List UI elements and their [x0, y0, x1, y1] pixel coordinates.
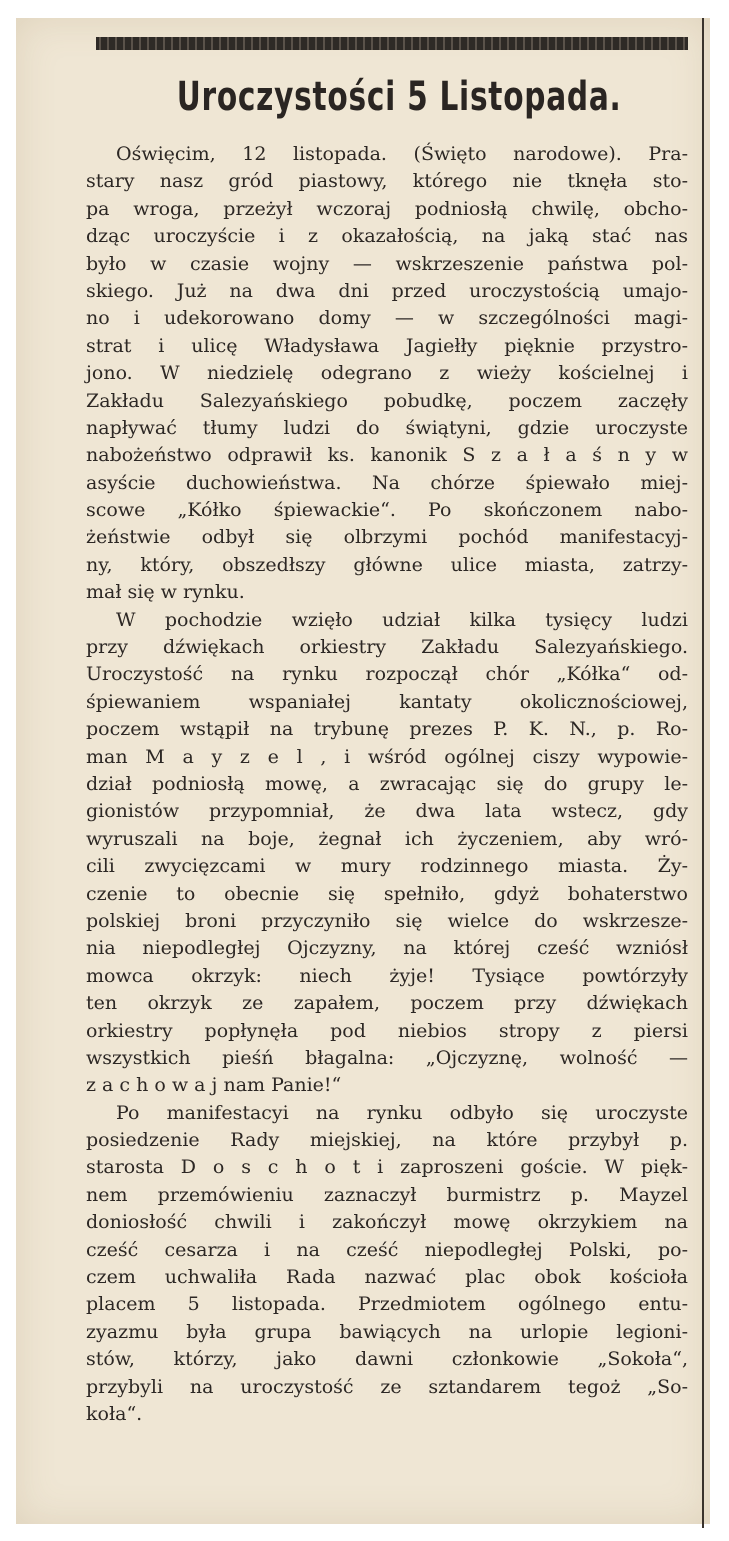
text-line: Zakładu Salezyańskiego pobudkę, poczem zaczęły — [86, 389, 688, 412]
text-line: starosta D o s c h o t i zaproszeni goście. W pięk- — [86, 1156, 688, 1179]
text-line: przy dźwiękach orkiestry Zakładu Salezyańskiego. — [86, 636, 688, 659]
article-paragraph — [86, 141, 688, 607]
article-paragraph — [86, 1100, 688, 1429]
text-line: nem przemówieniu zaznaczył burmistrz p. Mayzel — [86, 1183, 688, 1206]
text-line: pa wroga, przeżył wczoraj podniosłą chwilę, obcho- — [86, 197, 688, 220]
text-line: placem 5 listopada. Przedmiotem ogólnego entu- — [86, 1293, 688, 1316]
text-line: czenie to obecnie się spełniło, gdyż bohaterstwo — [86, 882, 688, 905]
text-line: no i udekorowano domy — w szczególności magi- — [86, 307, 688, 330]
text-line: nia niepodległej Ojczyzny, na której cześć wzniósł — [86, 937, 688, 960]
text-line: W pochodzie wzięło udział kilka tysięcy ludzi — [116, 608, 688, 631]
text-line: Uroczystość na rynku rozpoczął chór „Kółka“ od- — [86, 663, 688, 686]
text-line: wyruszali na boje, żegnał ich życzeniem, aby wró- — [86, 827, 688, 850]
text-line: man M a y z e l , i wśród ogólnej ciszy wypowie- — [86, 745, 688, 768]
text-line: stary nasz gród piastowy, którego nie tknęła sto- — [86, 170, 688, 193]
text-line: Oświęcim, 12 listopada. (Święto narodowe). Pra- — [116, 143, 688, 165]
article-title: Uroczystości 5 Listopada. — [176, 74, 622, 120]
text-line: dział podniosłą mowę, a zwracając się do grupy le- — [86, 772, 688, 795]
text-line: gionistów przypomniał, że dwa lata wstecz, gdy — [86, 800, 688, 823]
text-line: koła“. — [86, 1402, 143, 1425]
article-paragraph — [86, 607, 688, 1100]
text-line: poczem wstąpił na trybunę prezes P. K. N., p. Ro- — [86, 718, 688, 741]
text-line: było w czasie wojny — wskrzeszenie państwa pol- — [86, 252, 688, 275]
text-line: mał się w rynku. — [86, 581, 245, 604]
text-line: czem uchwaliła Rada nazwać plac obok kościoła — [86, 1266, 688, 1289]
text-line: jono. W niedzielę odegrano z wieży kościelnej i — [86, 362, 688, 385]
text-line: zyazmu była grupa bawiących na urlopie legioni- — [86, 1320, 688, 1343]
text-line: mowca okrzyk: niech żyje! Tysiące powtórzyły — [86, 964, 688, 987]
column-rule — [702, 18, 704, 1528]
text-line: wszystkich pieśń błagalna: „Ojczyznę, wolność — — [86, 1046, 688, 1069]
article-body — [86, 141, 688, 1428]
text-line: stów, którzy, jako dawni członkowie „Sokoła“, — [86, 1348, 688, 1371]
text-line: przybyli na uroczystość ze sztandarem tegoż „So- — [86, 1375, 688, 1398]
text-line: ten okrzyk ze zapałem, poczem przy dźwiękach — [86, 992, 688, 1015]
text-line: cześć cesarza i na cześć niepodległej Polski, po- — [86, 1238, 688, 1261]
text-line: polskiej broni przyczyniło się wielce do wskrzesze- — [86, 909, 688, 932]
text-line: z a c h o w a j nam Panie!“ — [86, 1074, 342, 1097]
text-line: posiedzenie Rady miejskiej, na które przybył p. — [86, 1129, 688, 1152]
text-line: asyście duchowieństwa. Na chórze śpiewało miej- — [86, 471, 688, 494]
text-line: napływać tłumy ludzi do świątyni, gdzie uroczyste — [86, 416, 688, 439]
text-line: żeństwie odbył się olbrzymi pochód manifestacyj- — [86, 526, 688, 549]
text-line: Po manifestacyi na rynku odbyło się uroczyste — [116, 1101, 688, 1124]
text-line: orkiestry popłynęła pod niebios stropy z piersi — [86, 1019, 688, 1042]
ornamental-rule — [96, 37, 688, 50]
text-line: scowe „Kółko śpiewackie“. Po skończonem nabo- — [86, 499, 688, 522]
text-line: nabożeństwo odprawił ks. kanonik S z a ł a ś n y w — [86, 444, 688, 467]
text-line: śpiewaniem wspaniałej kantaty okolicznościowej, — [86, 690, 688, 713]
text-line: strat i ulicę Władysława Jagiełły pięknie przystro- — [86, 334, 688, 357]
text-line: dząc uroczyście i z okazałością, na jaką stać nas — [86, 225, 688, 248]
text-line: skiego. Już na dwa dni przed uroczystością umajo- — [86, 279, 688, 302]
text-line: doniosłość chwili i zakończył mowę okrzykiem na — [86, 1211, 688, 1234]
text-line: cili zwycięzcami w mury rodzinnego miasta. Ży- — [86, 855, 688, 878]
text-line: ny, który, obszedłszy główne ulice miasta, zatrzy- — [86, 553, 688, 576]
